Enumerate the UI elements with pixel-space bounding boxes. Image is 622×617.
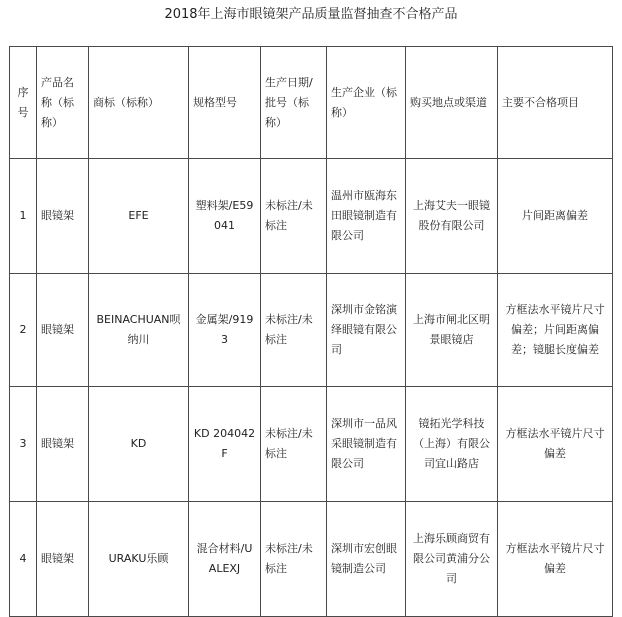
cell-manufacturer: 温州市瓯海东田眼镜制造有限公司 [327,159,406,274]
page-title: 2018年上海市眼镜架产品质量监督抽查不合格产品 [164,7,458,22]
cell-trademark: KD [89,387,189,502]
cell-production-date: 未标注/未标注 [261,274,327,387]
table-header-row [10,47,613,159]
cell-purchase-place: 镜拓光学科技（上海）有限公司宜山路店 [406,387,498,502]
cell-product-name: 眼镜架 [37,274,89,387]
cell-manufacturer: 深圳市金铭演绎眼镜有限公司 [327,274,406,387]
cell-model: KD 204042F [189,387,261,502]
header-cell-defects: 主要不合格项目 [498,47,613,159]
cell-index: 2 [10,274,37,387]
cell-product-name: 眼镜架 [37,387,89,502]
header-cell-purchase-place: 购买地点或渠道 [406,47,498,159]
cell-purchase-place: 上海市闸北区明景眼镜店 [406,274,498,387]
cell-index: 3 [10,387,37,502]
header-cell-production-date: 生产日期/批号（标称） [261,47,327,159]
cell-defects: 片间距离偏差 [498,159,613,274]
cell-index: 1 [10,159,37,274]
header-cell-trademark: 商标（标称） [89,47,189,159]
cell-product-name: 眼镜架 [37,159,89,274]
cell-production-date: 未标注/未标注 [261,159,327,274]
cell-defects: 方框法水平镜片尺寸偏差 [498,502,613,617]
cell-manufacturer: 深圳市一品风采眼镜制造有限公司 [327,387,406,502]
table-row [10,274,613,387]
cell-index: 4 [10,502,37,617]
cell-product-name: 眼镜架 [37,502,89,617]
cell-defects: 方框法水平镜片尺寸偏差 [498,387,613,502]
cell-trademark: URAKU乐顾 [89,502,189,617]
cell-purchase-place: 上海艾夫一眼镜股份有限公司 [406,159,498,274]
cell-purchase-place: 上海乐顾商贸有限公司黄浦分公司 [406,502,498,617]
cell-model: 金属架/9193 [189,274,261,387]
table-row [10,387,613,502]
cell-model: 混合材料/UALEXJ [189,502,261,617]
cell-production-date: 未标注/未标注 [261,387,327,502]
header-cell-manufacturer: 生产企业（标称） [327,47,406,159]
cell-trademark: EFE [89,159,189,274]
header-cell-product-name: 产品名称（标称） [37,47,89,159]
table-row [10,159,613,274]
header-cell-model: 规格型号 [189,47,261,159]
table-row [10,502,613,617]
cell-defects: 方框法水平镜片尺寸偏差；片间距离偏差；镜腿长度偏差 [498,274,613,387]
cell-manufacturer: 深圳市宏创眼镜制造公司 [327,502,406,617]
cell-model: 塑料架/E59041 [189,159,261,274]
header-cell-index: 序号 [10,47,37,159]
cell-trademark: BEINACHUAN呗纳川 [89,274,189,387]
unqualified-products-table [9,46,613,617]
cell-production-date: 未标注/未标注 [261,502,327,617]
